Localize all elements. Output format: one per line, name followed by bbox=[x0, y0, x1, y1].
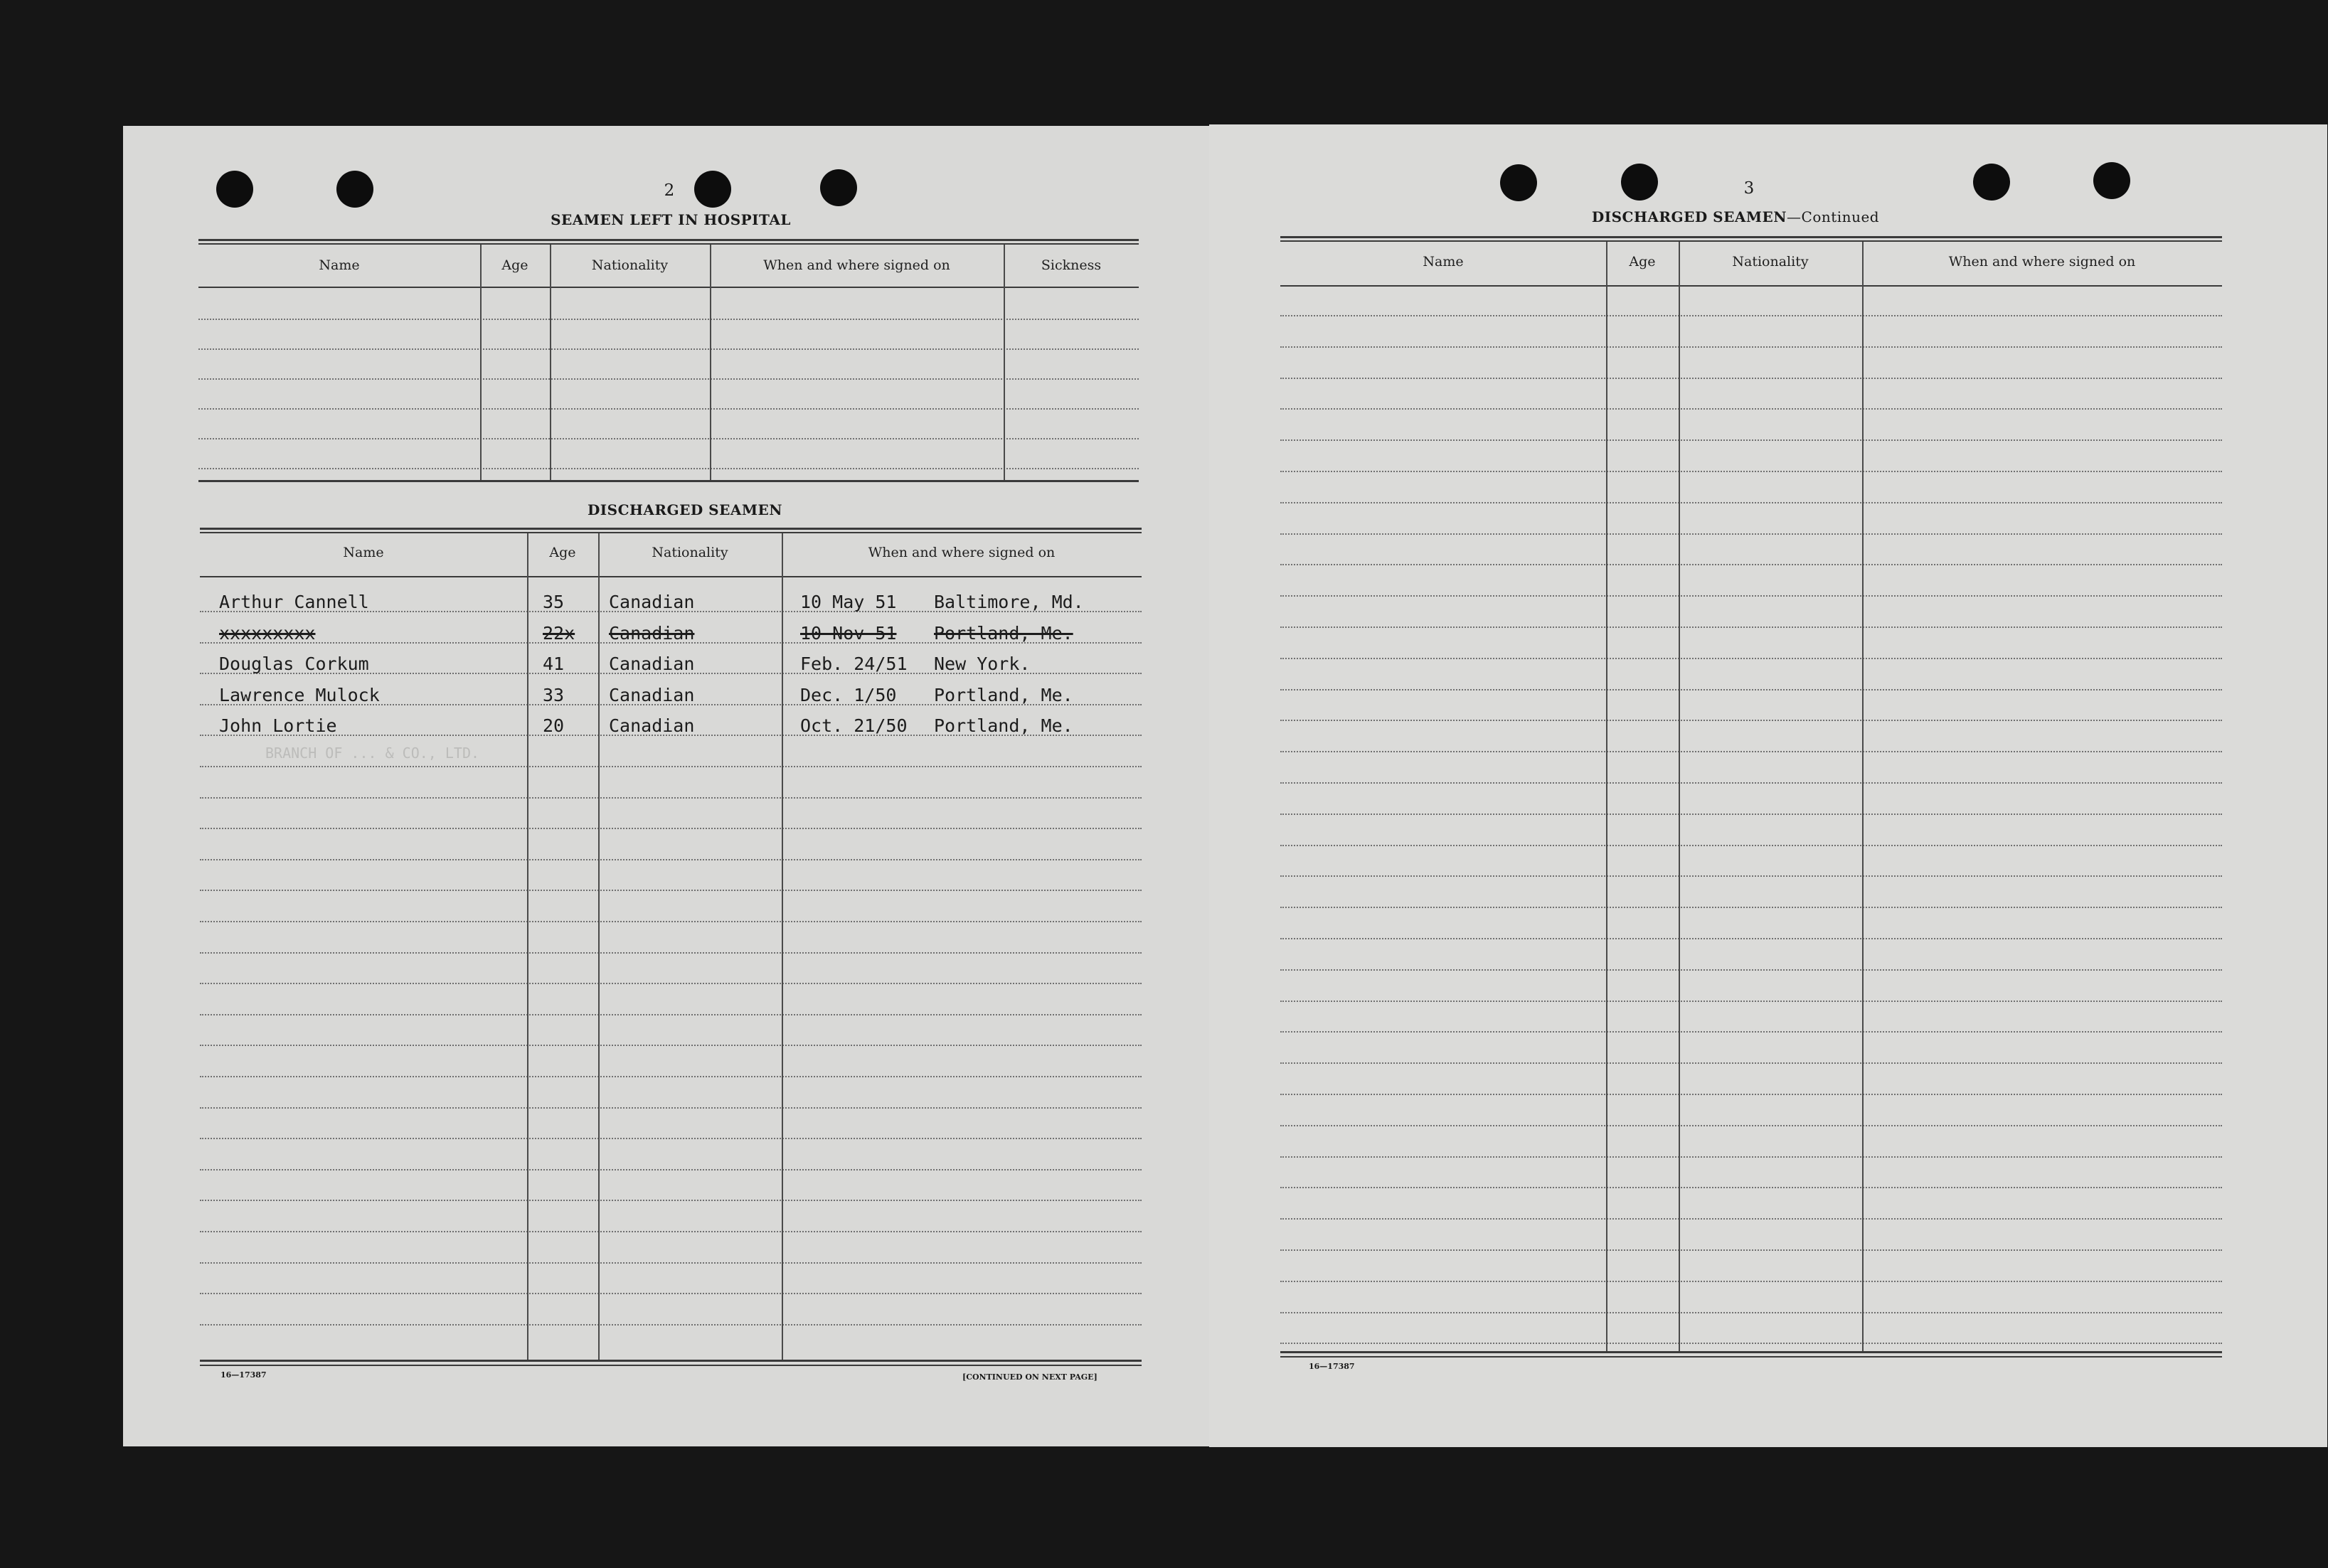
table-row-line bbox=[1280, 845, 2222, 846]
seaman-nationality-cell: Canadian bbox=[609, 715, 695, 737]
seaman-age-cell: 41 bbox=[543, 654, 565, 675]
table-row-line bbox=[200, 828, 1142, 829]
column-header: Sickness bbox=[1041, 257, 1102, 273]
table-top-rule bbox=[198, 239, 1139, 241]
signed-on-place-cell: Portland, Me. bbox=[934, 684, 1073, 705]
table-row-line bbox=[200, 921, 1142, 922]
table-row-line bbox=[1280, 315, 2222, 316]
punch-hole bbox=[820, 169, 857, 206]
table-row-line bbox=[198, 319, 1139, 320]
column-header: Nationality bbox=[1732, 254, 1809, 270]
column-divider bbox=[598, 533, 600, 1360]
table-row-line bbox=[1280, 938, 2222, 939]
bleed-through-text: BRANCH OF ... & CO., LTD. bbox=[265, 745, 480, 762]
punch-hole bbox=[2093, 162, 2130, 199]
table-row-line bbox=[1280, 1281, 2222, 1282]
table-row-line bbox=[1280, 378, 2222, 379]
column-header: Name bbox=[1423, 254, 1464, 270]
table-row-line bbox=[1280, 1031, 2222, 1033]
table-row-line bbox=[1280, 502, 2222, 503]
table-row-line bbox=[1280, 471, 2222, 472]
signed-on-place-cell: New York. bbox=[934, 654, 1031, 675]
table-row-line bbox=[1280, 1312, 2222, 1313]
signed-on-date-cell: Feb. 24/51 bbox=[800, 654, 908, 675]
punch-hole bbox=[336, 171, 373, 208]
table-header-rule bbox=[1280, 285, 2222, 287]
table-top-rule-inner bbox=[200, 532, 1142, 533]
table-row-line bbox=[1280, 1094, 2222, 1095]
column-header: Name bbox=[319, 257, 360, 273]
punch-hole bbox=[1973, 164, 2010, 201]
table-row-line bbox=[1280, 626, 2222, 628]
seaman-name-cell: Arthur Cannell bbox=[219, 592, 369, 612]
column-header: When and where signed on bbox=[868, 545, 1056, 560]
seaman-age-cell: 35 bbox=[543, 592, 565, 612]
section-title-main: DISCHARGED SEAMEN bbox=[1591, 208, 1787, 225]
seaman-nationality-cell: Canadian bbox=[609, 592, 695, 612]
column-divider bbox=[710, 245, 711, 480]
table-row-line bbox=[198, 468, 1139, 469]
column-header: When and where signed on bbox=[1948, 254, 2136, 270]
column-divider bbox=[1862, 242, 1864, 1351]
table-row-line bbox=[200, 1138, 1142, 1139]
table-row-line bbox=[1280, 720, 2222, 721]
column-header: Age bbox=[501, 257, 528, 273]
table-row-line bbox=[1280, 595, 2222, 597]
table-top-rule-inner bbox=[198, 243, 1139, 245]
table-row-line bbox=[1280, 907, 2222, 908]
signed-on-date-cell: 10 May 51 bbox=[800, 592, 897, 612]
table-row-line bbox=[1280, 1343, 2222, 1344]
table-row-line bbox=[198, 408, 1139, 410]
table-row-line bbox=[198, 378, 1139, 380]
table-row-line bbox=[1280, 969, 2222, 971]
table-top-rule bbox=[1280, 236, 2222, 238]
table-bottom-rule-inner bbox=[1280, 1356, 2222, 1358]
page-number: 3 bbox=[1743, 179, 1755, 198]
table-row-line bbox=[200, 797, 1142, 799]
signed-on-date-cell: Dec. 1/50 bbox=[800, 684, 897, 705]
table-row-line bbox=[1280, 875, 2222, 877]
table-row-line bbox=[200, 859, 1142, 860]
punch-hole bbox=[1500, 164, 1537, 201]
table-bottom-rule bbox=[200, 1360, 1142, 1362]
table-row-line bbox=[200, 1231, 1142, 1232]
signed-on-place-cell: Portland, Me. bbox=[934, 622, 1073, 644]
form-number: 16—17387 bbox=[1309, 1362, 1355, 1371]
table-row-line bbox=[1280, 689, 2222, 690]
table-row-line bbox=[200, 766, 1142, 767]
table-bottom-rule bbox=[1280, 1351, 2222, 1353]
table-row-line bbox=[1280, 782, 2222, 784]
signed-on-place-cell: Baltimore, Md. bbox=[934, 592, 1084, 612]
table-row-line bbox=[200, 1076, 1142, 1077]
seaman-name-cell: Douglas Corkum bbox=[219, 654, 369, 675]
table-row-line bbox=[200, 1200, 1142, 1201]
table-row-line bbox=[1280, 1001, 2222, 1002]
seaman-name-cell: xxxxxxxxx bbox=[219, 622, 316, 644]
punch-hole bbox=[1621, 164, 1658, 201]
column-header: When and where signed on bbox=[763, 257, 950, 273]
column-header: Nationality bbox=[652, 545, 728, 560]
column-header: Age bbox=[549, 545, 576, 560]
table-row-line bbox=[1280, 1125, 2222, 1126]
hospital-section-title: SEAMEN LEFT IN HOSPITAL bbox=[551, 211, 791, 228]
table-row-line bbox=[200, 952, 1142, 954]
table-top-rule bbox=[200, 528, 1142, 530]
table-row-line bbox=[1280, 751, 2222, 752]
table-row-line bbox=[1280, 439, 2222, 441]
left-page bbox=[123, 126, 1209, 1446]
seaman-age-cell: 22x bbox=[543, 622, 575, 644]
table-row-line bbox=[200, 1107, 1142, 1109]
column-header: Age bbox=[1629, 254, 1656, 270]
page-number: 2 bbox=[664, 181, 675, 200]
table-row-line bbox=[200, 1293, 1142, 1294]
table-bottom-rule bbox=[198, 480, 1139, 482]
continued-note: [CONTINUED ON NEXT PAGE] bbox=[962, 1372, 1097, 1382]
table-row-line bbox=[198, 438, 1139, 439]
column-header: Name bbox=[343, 545, 384, 560]
seaman-name-cell: John Lortie bbox=[219, 715, 337, 737]
table-row-line bbox=[1280, 533, 2222, 535]
column-divider bbox=[527, 533, 528, 1360]
table-row-line bbox=[1280, 564, 2222, 565]
column-divider bbox=[1606, 242, 1607, 1351]
table-bottom-rule-inner bbox=[200, 1365, 1142, 1366]
seaman-name-cell: Lawrence Mulock bbox=[219, 684, 380, 705]
table-row-line bbox=[1280, 814, 2222, 815]
table-row-line bbox=[1280, 346, 2222, 348]
seaman-age-cell: 20 bbox=[543, 715, 565, 737]
signed-on-date-cell: 10 Nov 51 bbox=[800, 622, 897, 644]
column-divider bbox=[782, 533, 783, 1360]
table-row-line bbox=[200, 1169, 1142, 1170]
table-top-rule-inner bbox=[1280, 240, 2222, 242]
table-row-line bbox=[198, 348, 1139, 350]
table-row-line bbox=[200, 1324, 1142, 1326]
table-row-line bbox=[1280, 1249, 2222, 1251]
discharged-section-title: DISCHARGED SEAMEN bbox=[587, 501, 783, 518]
table-row-line bbox=[1280, 1156, 2222, 1158]
column-divider bbox=[480, 245, 482, 480]
continued-section-title bbox=[1592, 208, 1879, 225]
table-header-rule bbox=[200, 576, 1142, 577]
signed-on-place-cell: Portland, Me. bbox=[934, 715, 1073, 737]
table-row-line bbox=[200, 983, 1142, 984]
table-row-line bbox=[1280, 658, 2222, 659]
punch-hole bbox=[694, 171, 731, 208]
section-title-suffix: —Continued bbox=[1787, 208, 1880, 225]
table-row-line bbox=[1280, 1062, 2222, 1064]
punch-hole bbox=[216, 171, 253, 208]
seaman-nationality-cell: Canadian bbox=[609, 684, 695, 705]
right-page bbox=[1209, 124, 2327, 1447]
column-divider bbox=[1004, 245, 1005, 480]
seaman-age-cell: 33 bbox=[543, 684, 565, 705]
signed-on-date-cell: Oct. 21/50 bbox=[800, 715, 908, 737]
table-row-line bbox=[200, 890, 1142, 891]
table-row-line bbox=[200, 1014, 1142, 1015]
seaman-nationality-cell: Canadian bbox=[609, 654, 695, 675]
table-row-line bbox=[1280, 1187, 2222, 1188]
table-row-line bbox=[1280, 408, 2222, 410]
table-row-line bbox=[200, 1045, 1142, 1046]
table-row-line bbox=[1280, 1218, 2222, 1220]
form-number: 16—17387 bbox=[220, 1370, 267, 1380]
table-row-line bbox=[200, 1262, 1142, 1264]
column-header: Nationality bbox=[591, 257, 669, 273]
column-divider bbox=[1679, 242, 1680, 1351]
table-header-rule bbox=[198, 287, 1139, 288]
column-divider bbox=[550, 245, 551, 480]
seaman-nationality-cell: Canadian bbox=[609, 622, 695, 644]
